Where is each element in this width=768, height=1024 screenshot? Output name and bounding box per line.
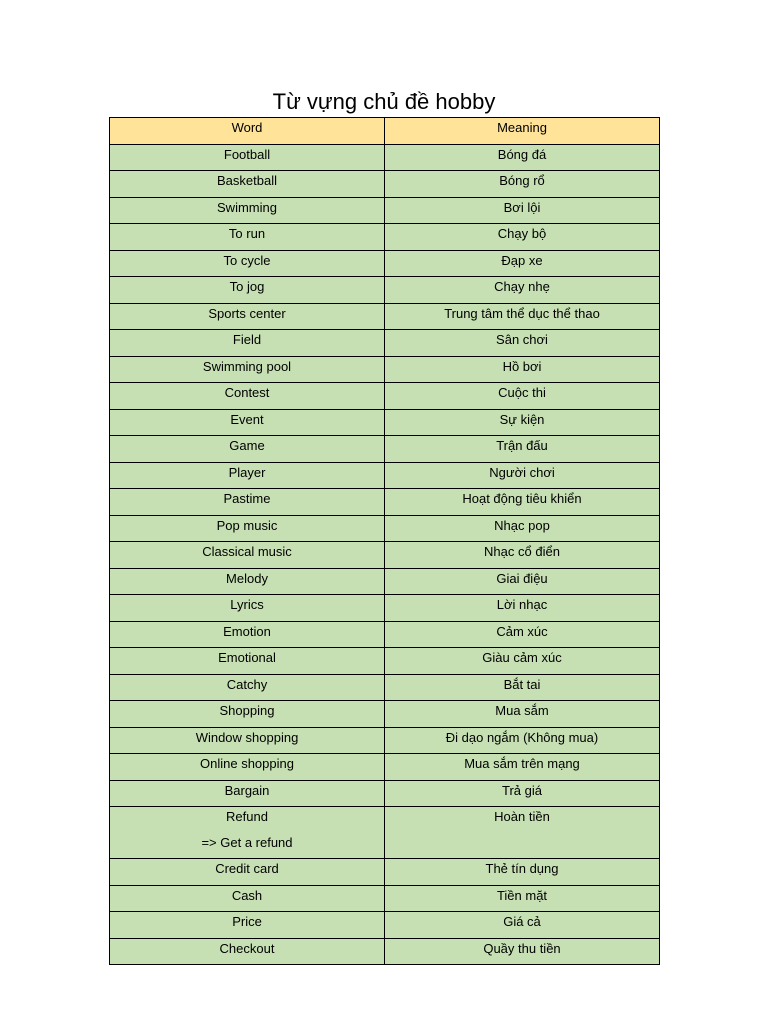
meaning-cell (385, 303, 660, 330)
meaning-cell (385, 885, 660, 912)
word-cell (110, 515, 385, 542)
word-text: Football (223, 146, 271, 162)
word-text: Emotional (218, 650, 276, 665)
word-cell (110, 383, 385, 410)
meaning-cell (385, 409, 660, 436)
table-row (110, 754, 660, 781)
word-cell (110, 568, 385, 595)
word-text: Event (230, 411, 264, 427)
word-text: Classical music (202, 544, 292, 559)
word-text: Basketball (217, 173, 277, 188)
meaning-cell (385, 595, 660, 622)
meaning-cell (385, 489, 660, 516)
meaning-cell (385, 938, 660, 965)
word-text: Price (232, 914, 262, 929)
meaning-text: Giai điệu (496, 570, 548, 586)
word-cell (110, 356, 385, 383)
meaning-text: Giá cả (503, 914, 541, 929)
word-cell (110, 542, 385, 569)
word-cell (110, 462, 385, 489)
word-cell (110, 701, 385, 728)
meaning-cell (385, 859, 660, 886)
meaning-text: Hoàn tiền (494, 809, 550, 824)
meaning-text: Đạp xe (501, 252, 543, 268)
meaning-text: Cảm xúc (496, 623, 548, 639)
word-cell (110, 621, 385, 648)
word-text: Window shopping (195, 729, 299, 745)
word-text: Bargain (224, 782, 270, 798)
meaning-cell (385, 144, 660, 171)
meaning-text: Trung tâm thể dục thể thao (444, 305, 600, 321)
word-cell (110, 674, 385, 701)
table-row (110, 383, 660, 410)
word-cell (110, 780, 385, 807)
table-row (110, 807, 660, 859)
word-text: To run (228, 226, 266, 241)
meaning-text: Tiền mặt (496, 887, 548, 903)
word-text: Swimming (217, 199, 277, 215)
vocabulary-table (109, 117, 660, 965)
word-text: Swimming pool (202, 358, 292, 374)
table-row (110, 224, 660, 251)
table-row (110, 489, 660, 516)
table-row (110, 303, 660, 330)
word-cell (110, 727, 385, 754)
word-text: => Get a refund (201, 835, 293, 850)
table-row (110, 701, 660, 728)
meaning-cell (385, 277, 660, 304)
table-row (110, 568, 660, 595)
meaning-cell (385, 754, 660, 781)
word-cell (110, 144, 385, 171)
meaning-text: Bóng đá (497, 146, 547, 162)
meaning-cell (385, 383, 660, 410)
word-text: Game (229, 438, 265, 453)
word-cell (110, 303, 385, 330)
word-cell (110, 409, 385, 436)
word-text: To jog (229, 279, 265, 294)
word-cell (110, 224, 385, 251)
meaning-text: Nhạc pop (494, 517, 550, 533)
table-row (110, 436, 660, 463)
table-row (110, 859, 660, 886)
meaning-cell (385, 462, 660, 489)
column-header-word: Word (110, 118, 385, 145)
meaning-cell (385, 648, 660, 675)
table-body (110, 144, 660, 965)
table-row (110, 515, 660, 542)
meaning-cell (385, 515, 660, 542)
meaning-text: Mua sắm (495, 703, 549, 718)
word-text: Refund (226, 809, 268, 824)
word-text: Field (232, 332, 262, 347)
meaning-text: Nhạc cổ điển (484, 544, 560, 559)
word-cell (110, 489, 385, 516)
word-cell (110, 250, 385, 277)
table-row (110, 621, 660, 648)
meaning-text: Bơi lội (503, 199, 541, 215)
word-cell (110, 648, 385, 675)
word-cell (110, 912, 385, 939)
meaning-text: Bắt tai (503, 676, 541, 692)
page-title: Từ vựng chủ đề hobby (272, 89, 496, 114)
table-row (110, 674, 660, 701)
table-row (110, 542, 660, 569)
table-row (110, 912, 660, 939)
meaning-text: Lời nhạc (496, 597, 548, 612)
table-header-row (110, 118, 660, 145)
meaning-cell (385, 542, 660, 569)
meaning-cell (385, 197, 660, 224)
meaning-cell (385, 674, 660, 701)
table-row (110, 277, 660, 304)
table-row (110, 409, 660, 436)
table-row (110, 462, 660, 489)
word-text: Shopping (219, 703, 275, 718)
meaning-text: Mua sắm trên mạng (464, 756, 580, 771)
meaning-cell (385, 356, 660, 383)
meaning-text: Bóng rổ (499, 173, 545, 188)
word-text: Contest (224, 385, 270, 400)
word-text: Cash (231, 887, 263, 903)
word-cell (110, 197, 385, 224)
word-cell (110, 885, 385, 912)
word-cell (110, 330, 385, 357)
meaning-cell (385, 912, 660, 939)
word-text: Pop music (216, 517, 278, 533)
meaning-text: Chạy nhẹ (494, 279, 550, 294)
meaning-text: Sự kiện (499, 411, 545, 427)
meaning-cell (385, 621, 660, 648)
meaning-text: Thẻ tín dụng (485, 861, 559, 876)
word-cell (110, 938, 385, 965)
meaning-cell (385, 807, 660, 859)
meaning-cell (385, 568, 660, 595)
table-row (110, 595, 660, 622)
word-text: Lyrics (230, 597, 264, 612)
meaning-text: Đi dạo ngắm (Không mua) (445, 729, 599, 745)
table-row (110, 938, 660, 965)
word-text: Online shopping (200, 756, 294, 771)
word-text: Catchy (226, 676, 268, 692)
word-cell (110, 859, 385, 886)
meaning-text: Người chơi (489, 464, 555, 480)
meaning-cell (385, 330, 660, 357)
word-text: Checkout (219, 940, 275, 956)
table-row (110, 250, 660, 277)
word-cell (110, 754, 385, 781)
meaning-text: Trận đấu (496, 438, 548, 453)
table-row (110, 648, 660, 675)
word-text: Melody (226, 570, 268, 586)
meaning-text: Hoạt động tiêu khiển (462, 491, 582, 506)
table-row (110, 330, 660, 357)
word-cell (110, 595, 385, 622)
meaning-cell (385, 780, 660, 807)
table-row (110, 356, 660, 383)
word-text: Emotion (223, 623, 271, 639)
table-row (110, 885, 660, 912)
word-text: To cycle (223, 252, 271, 268)
meaning-text: Hồ bơi (502, 358, 542, 374)
meaning-text: Quầy thu tiền (483, 940, 561, 956)
word-text: Sports center (208, 305, 286, 321)
meaning-text: Sân chơi (496, 332, 548, 347)
meaning-cell (385, 171, 660, 198)
table-row (110, 727, 660, 754)
word-text: Credit card (215, 861, 279, 876)
meaning-text: Chạy bộ (497, 226, 547, 241)
meaning-cell (385, 250, 660, 277)
column-header-meaning: Meaning (385, 118, 660, 145)
table-row (110, 171, 660, 198)
word-cell (110, 277, 385, 304)
meaning-text: Giàu cảm xúc (482, 650, 562, 665)
word-cell (110, 807, 385, 859)
word-text: Pastime (223, 491, 271, 506)
word-text: Player (228, 464, 266, 480)
table-row (110, 197, 660, 224)
table-row (110, 780, 660, 807)
meaning-cell (385, 701, 660, 728)
meaning-cell (385, 727, 660, 754)
meaning-cell (385, 436, 660, 463)
meaning-text: Cuộc thi (498, 385, 546, 400)
word-cell (110, 436, 385, 463)
table-row (110, 144, 660, 171)
meaning-cell (385, 224, 660, 251)
meaning-text: Trả giá (502, 782, 542, 798)
word-cell (110, 171, 385, 198)
